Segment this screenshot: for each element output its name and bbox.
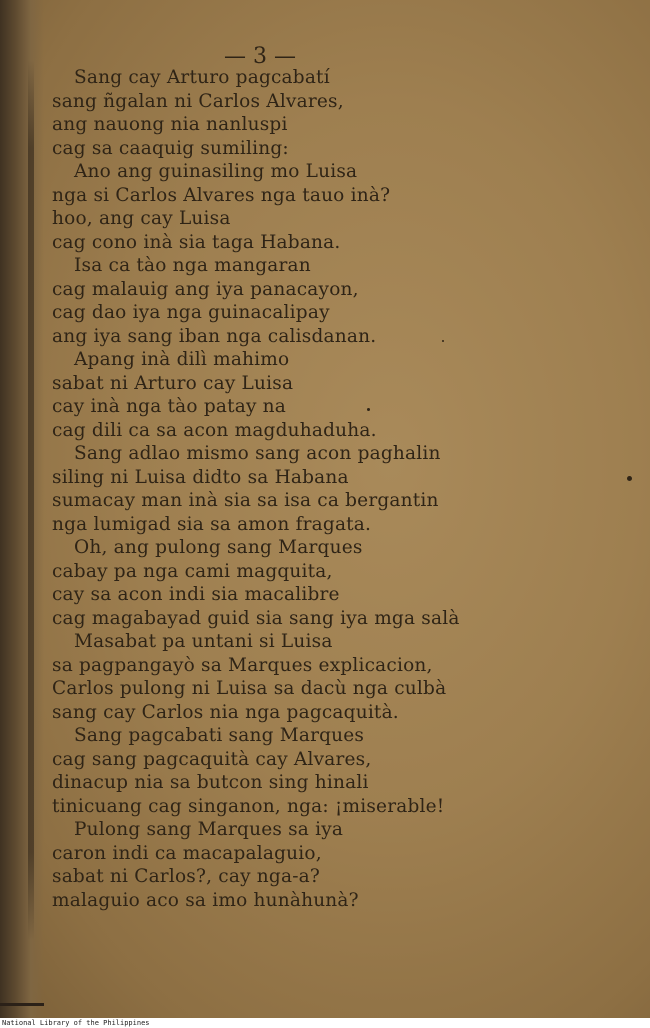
text-line: nga si Carlos Alvares nga tauo inà?	[52, 184, 391, 206]
text-line: Oh, ang pulong sang Marques	[74, 537, 363, 558]
text-line: cabay pa nga cami magquita,	[52, 560, 333, 582]
text-line: dinacup nia sa butcon sing hinali	[52, 772, 369, 793]
text-line: sang ñgalan ni Carlos Alvares,	[52, 90, 344, 112]
footer-credit: National Library of the Philippines	[2, 1019, 150, 1027]
text-line: Ano ang guinasiling mo Luisa	[74, 161, 358, 182]
poem-text	[52, 66, 522, 912]
text-line: Sang pagcabati sang Marques	[74, 725, 365, 746]
text-line: Sang cay Arturo pagcabatí	[74, 67, 330, 88]
text-line: cag magabayad guid sia sang iya mga salà	[52, 607, 460, 629]
text-line: sabat ni Carlos?, cay nga-a?	[52, 866, 320, 887]
text-line: caron indi ca macapalaguio,	[52, 842, 322, 864]
text-line: nga lumigad sia sa amon fragata.	[52, 513, 372, 535]
text-line: ang nauong nia nanluspi	[52, 114, 288, 135]
text-line: cay sa acon indi sia macalibre	[52, 584, 340, 605]
text-line: Pulong sang Marques sa iya	[74, 819, 344, 840]
ink-speck	[442, 340, 444, 342]
bottom-rule	[0, 1003, 44, 1006]
text-line: Apang inà dilì mahimo	[74, 349, 290, 370]
ink-speck	[367, 408, 370, 411]
text-line: tinicuang cag singanon, nga: ¡miserable!	[52, 795, 445, 817]
text-line: cag sang pagcaquità cay Alvares,	[52, 748, 372, 770]
footer-bar	[0, 1019, 650, 1028]
book-spine-shadow	[0, 0, 44, 1018]
text-line: sumacay man inà sia sa isa ca bergantin	[52, 490, 439, 511]
text-line: Carlos pulong ni Luisa sa dacù nga culbà	[52, 678, 447, 699]
text-line: Sang adlao mismo sang acon paghalin	[74, 443, 441, 464]
text-line: cag dao iya nga guinacalipay	[52, 302, 330, 323]
text-line: sa pagpangayò sa Marques explicacion,	[52, 654, 433, 676]
text-line: sabat ni Arturo cay Luisa	[52, 372, 294, 394]
text-line: sang cay Carlos nia nga pagcaquità.	[52, 701, 399, 723]
binding-edge	[28, 60, 34, 940]
ink-speck	[627, 476, 632, 481]
page-number: — 3 —	[224, 44, 296, 69]
text-line: hoo, ang cay Luisa	[52, 208, 231, 229]
text-line: cag malauig ang iya panacayon,	[52, 278, 359, 300]
text-line: malaguio aco sa imo hunàhunà?	[52, 889, 359, 911]
text-line: cag cono inà sia taga Habana.	[52, 231, 341, 253]
text-line: siling ni Luisa didto sa Habana	[52, 466, 349, 488]
text-line: cag sa caaquig sumiling:	[52, 137, 289, 159]
text-line: cag dili ca sa acon magduhaduha.	[52, 419, 377, 441]
text-line: ang iya sang iban nga calisdanan.	[52, 325, 377, 347]
text-line: Masabat pa untani si Luisa	[74, 631, 333, 652]
text-line: cay inà nga tào patay na	[52, 396, 287, 417]
text-line: Isa ca tào nga mangaran	[74, 255, 311, 276]
